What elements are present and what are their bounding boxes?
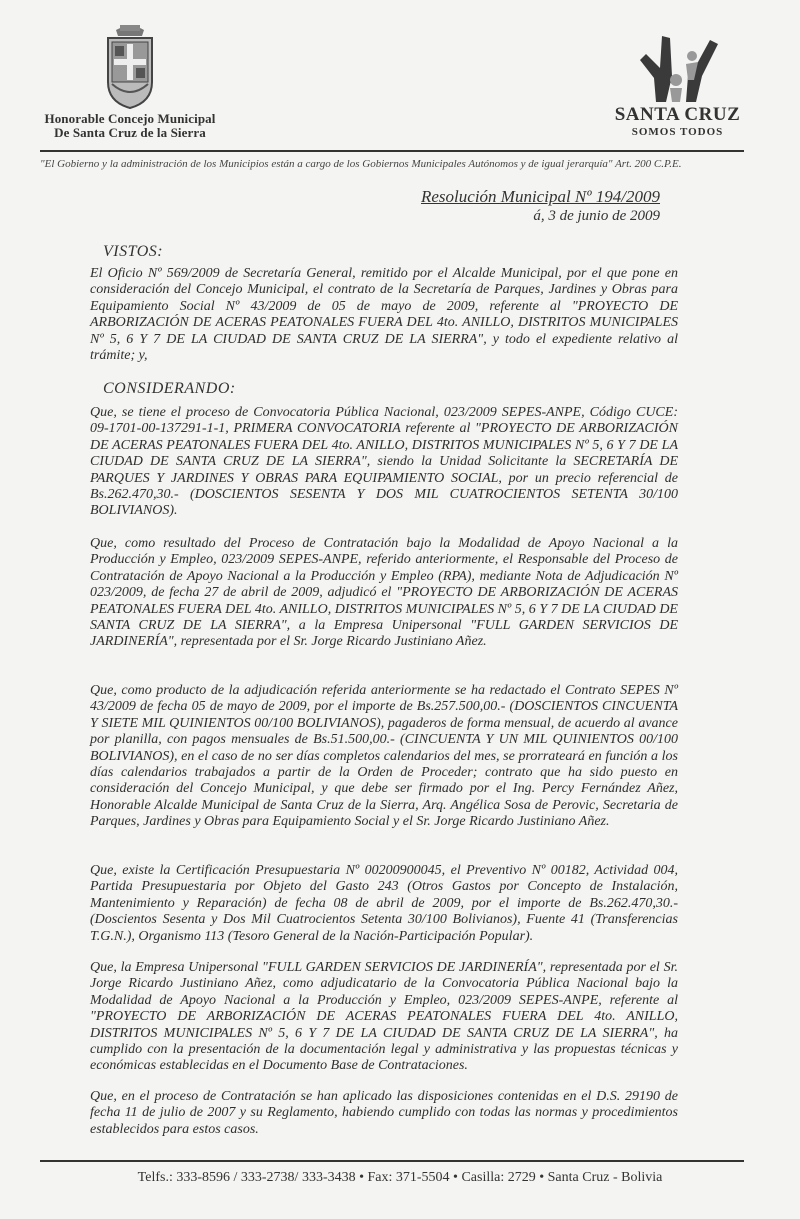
- coat-of-arms-logo: [102, 22, 158, 110]
- considerando-paragraph: Que, como resultado del Proceso de Contratación bajo la Modalidad de Apoyo Nacional a la Producción y Empleo, 023/2009 SEPES-ANPE, referido anteriormente, el Responsable del Proceso de Contratación de Apoyo Nacional a la Producción y Empleo (RPA), mediante Nota de Adjudicación Nº 023/2009, de fecha 27 de abril de 2009, adjudicó el "PROYECTO DE ARBORIZACIÓN DE ACERAS PEATONALES FUERA DEL 4to. ANILLO, DISTRITOS MUNICIPALES Nº 5, 6 Y 7 DE LA CIUDAD DE SANTA CRUZ DE LA SIERRA", a la Empresa Unipersonal "FULL GARDEN SERVICIOS DE JARDINERÍA", representada por el Sr. Jorge Ricardo Justiniano Añez.: [90, 536, 678, 650]
- council-name-line1: Honorable Concejo Municipal: [44, 111, 216, 126]
- header-divider: [40, 150, 744, 152]
- considerando-paragraph: Que, existe la Certificación Presupuestaria Nº 00200900045, el Preventivo Nº 00182, Actividad 004, Partida Presupuestaria por Objeto del Gasto 243 (Otros Gastos por Concepto de Instalación, Mantenimiento y Reparación) de fecha 08 de abril de 2009, por el importe de Bs.262.470,30.- (Doscientos Sesenta y Dos Mil Cuatrocientos Setenta 30/100 Bolivianos), Fuente 41 (Transferencias T.G.N.), Organismo 113 (Tesoro General de la Nación-Participación Popular).: [90, 863, 678, 944]
- resolution-title: Resolución Municipal Nº 194/2009: [421, 187, 660, 206]
- santa-cruz-logo: [610, 32, 745, 142]
- logo-title: SANTA CRUZ: [614, 104, 741, 125]
- constitution-quote: "El Gobierno y la administración de los Municipios están a cargo de los Gobiernos Municipales Autónomos y de igual jerarquía" Art. 200 C.P.E.: [40, 158, 682, 170]
- resolution-date: á, 3 de junio de 2009: [533, 208, 660, 224]
- council-name-line2: De Santa Cruz de la Sierra: [54, 125, 206, 140]
- considerando-paragraph: Que, se tiene el proceso de Convocatoria Pública Nacional, 023/2009 SEPES-ANPE, Código CUCE: 09-1701-00-137291-1-1, PRIMERA CONVOCATORIA referente al "PROYECTO DE ARBORIZACIÓN DE ACERAS PEATONALES FUERA DEL 4to. ANILLO, DISTRITOS MUNICIPALES Nº 5, 6 Y 7 DE LA CIUDAD DE SANTA CRUZ DE LA SIERRA", siendo la Unidad Solicitante la SECRETARÍA DE PARQUES Y JARDINES Y OBRAS PARA EQUIPAMIENTO SOCIAL, por un precio referencial de Bs.262.470,30.- (DOSCIENTOS SESENTA Y DOS MIL CUATROCIENTOS SETENTA 30/100 BOLIVIANOS).: [90, 405, 678, 519]
- footer-contact: Telfs.: 333-8596 / 333-2738/ 333-3438 • Fax: 371-5504 • Casilla: 2729 • Santa Cruz - Bolivia: [137, 1170, 663, 1185]
- considerando-paragraph: Que, en el proceso de Contratación se han aplicado las disposiciones contenidas en el D.S. 29190 de fecha 11 de julio de 2007 y su Reglamento, habiendo cumplido con todas las normas y procedimientos establecidos para estos casos.: [90, 1089, 678, 1137]
- considerando-paragraph: Que, como producto de la adjudicación referida anteriormente se ha redactado el Contrato SEPES Nº 43/2009 de fecha 05 de mayo de 2009, por el importe de Bs.257.500,00.- (DOSCIENTOS CINCUENTA Y SIETE MIL QUINIENTOS 00/100 BOLIVIANOS), pagaderos de forma mensual, de acuerdo al avance por planilla, con pagos mensuales de Bs.51.500,00.- (CINCUENTA Y UN MIL QUINIENTOS 00/100 BOLIVIANOS), en el caso de no ser días completos calendarios del mes, se prorrateará en función a los días calendarios trabajados a partir de la Orden de Proceder; contrato que ha sido puesto en consideración del Concejo Municipal, y que debe ser firmado por el Ing. Percy Fernández Añez, Honorable Alcalde Municipal de Santa Cruz de la Sierra, Arq. Angélica Sosa de Perovic, Secretaria de Parques, Jardines y Obras para Equipamiento Social y el Sr. Jorge Ricardo Justiniano Añez.: [90, 683, 678, 830]
- considerando-paragraph: Que, la Empresa Unipersonal "FULL GARDEN SERVICIOS DE JARDINERÍA", representada por el Sr. Jorge Ricardo Justiniano Añez, como adjudicatario de la Convocatoria Pública Nacional bajo la Modalidad de Apoyo Nacional a la Producción y Empleo, 023/2009 SEPES-ANPE, referente al "PROYECTO DE ARBORIZACIÓN DE ACERAS PEATONALES FUERA DEL 4to. ANILLO, DISTRITOS MUNICIPALES Nº 5, 6 Y 7 DE LA CIUDAD DE SANTA CRUZ DE LA SIERRA", ha cumplido con la presentación de la documentación legal y administrativa y las propuestas técnicas y económicas establecidas en el Documento Base de Contrataciones.: [90, 960, 678, 1074]
- considerando-heading: CONSIDERANDO:: [103, 380, 236, 397]
- vistos-paragraph: El Oficio Nº 569/2009 de Secretaría General, remitido por el Alcalde Municipal, por el que pone en consideración del Concejo Municipal, el contrato de la Secretaría de Parques, Jardines y Obras para Equipamiento Social Nº 43/2009 de 05 de mayo de 2009, referente al "PROYECTO DE ARBORIZACIÓN DE ACERAS PEATONALES FUERA DEL 4to. ANILLO, DISTRITOS MUNICIPALES Nº 5, 6 Y 7 DE LA CIUDAD DE SANTA CRUZ DE LA SIERRA", y todo el expediente relativo al trámite; y,: [90, 266, 678, 364]
- footer-divider: [40, 1160, 744, 1162]
- vistos-heading: VISTOS:: [103, 243, 164, 260]
- logo-subtitle: SOMOS TODOS: [631, 126, 724, 138]
